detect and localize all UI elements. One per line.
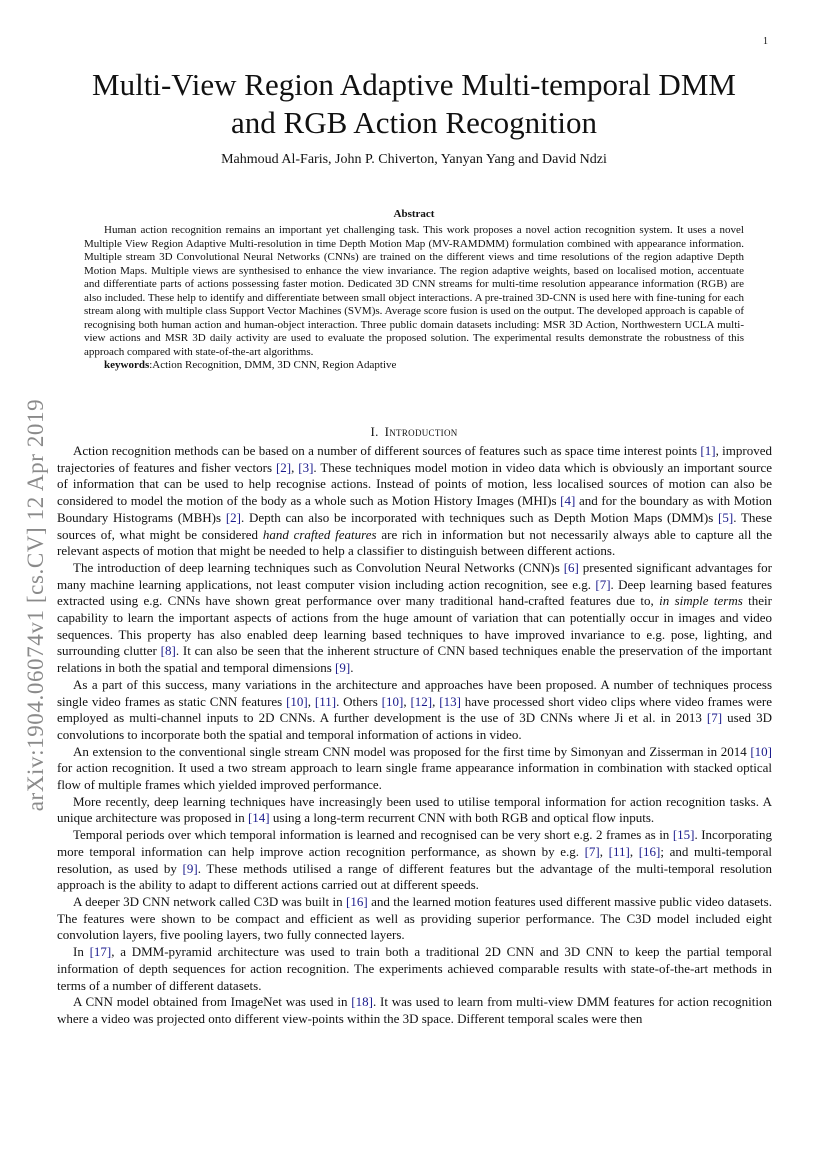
paragraph-7 xyxy=(57,894,772,944)
citation-link[interactable]: [7] xyxy=(584,843,600,859)
citation-link[interactable]: [7] xyxy=(706,710,723,726)
text-run: . Incorporating more temporal information can help improve action recognition performance, as shown by e.g. xyxy=(57,827,772,859)
title-line-1: Multi-View Region Adaptive Multi-temporal DMM xyxy=(92,67,736,102)
citation-link[interactable]: [9] xyxy=(182,860,198,876)
arxiv-stamp-text: arXiv:1904.06074v1 [cs.CV] 12 Apr 2019 xyxy=(23,398,48,812)
text-run: have processed short video clips where video frames were employed as multi-channel inputs to 2D CNNs. A further development is the use of 3D CNNs where Ji et al. in 2013 xyxy=(57,693,773,726)
citation-link[interactable]: [12] xyxy=(410,693,433,709)
text-run: their capability to learn the important aspects of actions from the huge amount of variation that can potentially occur in images and video sequences. This property has also enabled deep learning based techniques to have improved invariance to e.g. pose, lighting, and surrounding clutter xyxy=(57,593,772,659)
paragraph-1 xyxy=(57,443,772,560)
text-run: , xyxy=(432,693,440,709)
section-title: Introduction xyxy=(384,424,458,439)
text-run: In xyxy=(73,944,90,960)
section-number: I. xyxy=(370,424,379,439)
section-heading xyxy=(0,424,828,440)
paragraph-8 xyxy=(57,944,772,994)
paper-title xyxy=(40,66,788,142)
text-run: . Others xyxy=(336,693,382,709)
text-run: An extension to the conventional single stream CNN model was proposed for the first time by Simonyan and Zisserman in 2014 xyxy=(73,743,751,759)
text-run: are rich in information but not necessarily always able to capture all the relevant aspects of motion that might be needed to help a classifier to distinguish between different actions. xyxy=(57,526,772,559)
emphasis-text: in simple terms xyxy=(659,593,743,609)
citation-link[interactable]: [18] xyxy=(351,994,373,1010)
title-line-2: and RGB Action Recognition xyxy=(231,105,597,140)
citation-link[interactable]: [13] xyxy=(439,693,461,709)
abstract-heading: Abstract xyxy=(393,208,435,220)
text-run: using a long-term recurrent CNN with both RGB and optical flow inputs. xyxy=(269,810,655,826)
abstract-text: Human action recognition remains an important yet challenging task. This work proposes a novel action recognition system. It uses a novel Multiple View Region Adaptive Multi-resolution in time Depth Motion Map (MV-RAMDMM) formulation combined with appearance information. Multiple stream 3D Convolutional Neural Networks (CNNs) are trained on the different views and time resolutions of the region adaptive Depth Motion Maps. Multiple views are synthesised to enhance the view invariance. The region adaptive weights, based on localised motion, accentuate and differentiate parts of actions possessing faster motion. Dedicated 3D CNN streams for multi-time resolution appearance information (RGB) are also included. These help to identify and differentiate between small object interactions. A pre-trained 3D-CNN is used here with fine-tuning for each stream along with multiple class Support Vector Machines (SVM)s. Average score fusion is used on the output. The developed approach is capable of recognising both human action and human-object interaction. Three public domain datasets including: MSR 3D Action, Northwestern UCLA multi-view actions and MSR 3D daily activity are used to evaluate the proposed solution. The experimental results demonstrate the robustness of this approach compared with state-of-the-art algorithms. xyxy=(84,224,744,358)
citation-link[interactable]: [6] xyxy=(563,559,579,575)
text-run: presented significant advantages for many machine learning applications, not least computer vision including action recognition, see e.g. xyxy=(57,559,772,592)
text-run: . xyxy=(350,660,354,676)
citation-link[interactable]: [5] xyxy=(718,509,734,525)
text-run: . These sources of, what might be considered xyxy=(57,509,772,542)
citation-link[interactable]: [17] xyxy=(89,944,112,960)
text-run: , xyxy=(307,693,315,709)
paragraph-3 xyxy=(57,677,772,744)
text-run: . These methods utilised a range of different features but the advantage of the multi-temporal resolution approach is the ability to adapt to different actions carried out at different speeds. xyxy=(57,860,772,893)
paragraph-6 xyxy=(57,827,772,894)
text-run: and for the boundary as with Motion Boundary Histograms (MBH)s xyxy=(57,493,772,525)
body-text xyxy=(57,443,772,1028)
paragraph-2 xyxy=(57,560,772,677)
text-run: , improved trajectories of features and fisher vectors xyxy=(57,443,773,475)
citation-link[interactable]: [3] xyxy=(298,459,314,475)
paragraph-5 xyxy=(57,794,772,827)
citation-link[interactable]: [11] xyxy=(314,693,337,709)
text-run: . It was used to learn from multi-view DMM features for action recognition where a video was projected onto different view-points within the 3D space. Different temporal scales were then xyxy=(57,994,772,1026)
page-number: 1 xyxy=(763,36,768,47)
emphasis-text: hand crafted features xyxy=(262,526,377,542)
text-run: , xyxy=(629,843,639,859)
text-run: A CNN model obtained from ImageNet was used in xyxy=(73,994,352,1010)
keywords-list: :Action Recognition, DMM, 3D CNN, Region Adaptive xyxy=(149,359,397,371)
text-run: , a DMM-pyramid architecture was used to train both a traditional 2D CNN and 3D CNN to keep the partial temporal information of depth sequences for action recognition. The experiments achieved comparable results with state-of-the-art methods in terms of a number of different datasets. xyxy=(57,944,772,993)
text-run: and the learned motion features used different massive public video datasets. The features were shown to be compact and efficient as well as providing superior performance. The C3D model included eight convolution layers, five pooling layers, two fully connected layers. xyxy=(57,893,772,943)
text-run: . Deep learning based features extracted using e.g. CNNs have shown great performance over many traditional hand-crafted features due to, xyxy=(57,576,773,609)
text-run: Temporal periods over which temporal information is learned and recognised can be very short e.g. 2 frames as in xyxy=(73,827,673,843)
paragraph-9 xyxy=(57,994,772,1027)
text-run: used 3D convolutions to incorporate both the spatial and temporal information of actions in video. xyxy=(57,710,772,742)
citation-link[interactable]: [10] xyxy=(750,743,772,759)
text-run: . Depth can also be incorporated with techniques such as Depth Motion Maps (DMM)s xyxy=(240,509,719,525)
text-run: As a part of this success, many variations in the architecture and approaches have been proposed. A number of techniques process single video frames as static CNN features xyxy=(57,676,772,709)
text-run: , xyxy=(291,459,299,475)
text-run: A deeper 3D CNN network called C3D was built in xyxy=(73,893,347,909)
keywords-label: keywords xyxy=(104,359,150,371)
citation-link[interactable]: [16] xyxy=(638,843,661,859)
author-list: Mahmoud Al-Faris, John P. Chiverton, Yanyan Yang and David Ndzi xyxy=(221,152,607,167)
citation-link[interactable]: [14] xyxy=(247,810,270,826)
citation-link[interactable]: [7] xyxy=(595,576,611,592)
paragraph-4 xyxy=(57,744,772,794)
citation-link[interactable]: [10] xyxy=(381,693,404,709)
text-run: , xyxy=(403,693,411,709)
citation-link[interactable]: [15] xyxy=(672,827,695,843)
citation-link[interactable]: [16] xyxy=(346,893,368,909)
text-run: for action recognition. It used a two stream approach to learn single frame appearance information in combination with stacked optical flow of multiple frames which yielded improved performance. xyxy=(57,760,772,793)
citation-link[interactable]: [4] xyxy=(560,493,576,509)
abstract-section xyxy=(84,224,744,373)
citation-link[interactable]: [8] xyxy=(160,643,176,659)
text-run: Action recognition methods can be based on a number of different sources of features such as space time interest points xyxy=(73,443,701,458)
citation-link[interactable]: [10] xyxy=(286,693,308,709)
text-run: The introduction of deep learning techniques such as Convolution Neural Networks (CNN)s xyxy=(73,559,564,575)
text-run: ; and multi-temporal resolution, as used by xyxy=(57,843,772,876)
text-run: More recently, deep learning techniques have increasingly been used to utilise temporal information for action recognition tasks. A unique architecture was proposed in xyxy=(57,793,772,826)
citation-link[interactable]: [11] xyxy=(608,843,630,859)
text-run: . It can also be seen that the inherent structure of CNN based techniques enable the preservation of the important relations in both the spatial and temporal dimensions xyxy=(57,643,772,676)
text-run: , xyxy=(599,843,609,859)
citation-link[interactable]: [9] xyxy=(335,660,351,676)
citation-link[interactable]: [1] xyxy=(700,443,716,458)
citation-link[interactable]: [2] xyxy=(225,509,241,525)
text-run: . These techniques model motion in video data which is obviously an important source of information that can be used to help recognise actions. Instead of points of motion, less localised sources of motion can also be considered to model the motion of the body as a whole such as Motion History Images (MHI)s xyxy=(57,459,773,509)
keywords-line xyxy=(84,359,744,373)
citation-link[interactable]: [2] xyxy=(275,459,292,475)
